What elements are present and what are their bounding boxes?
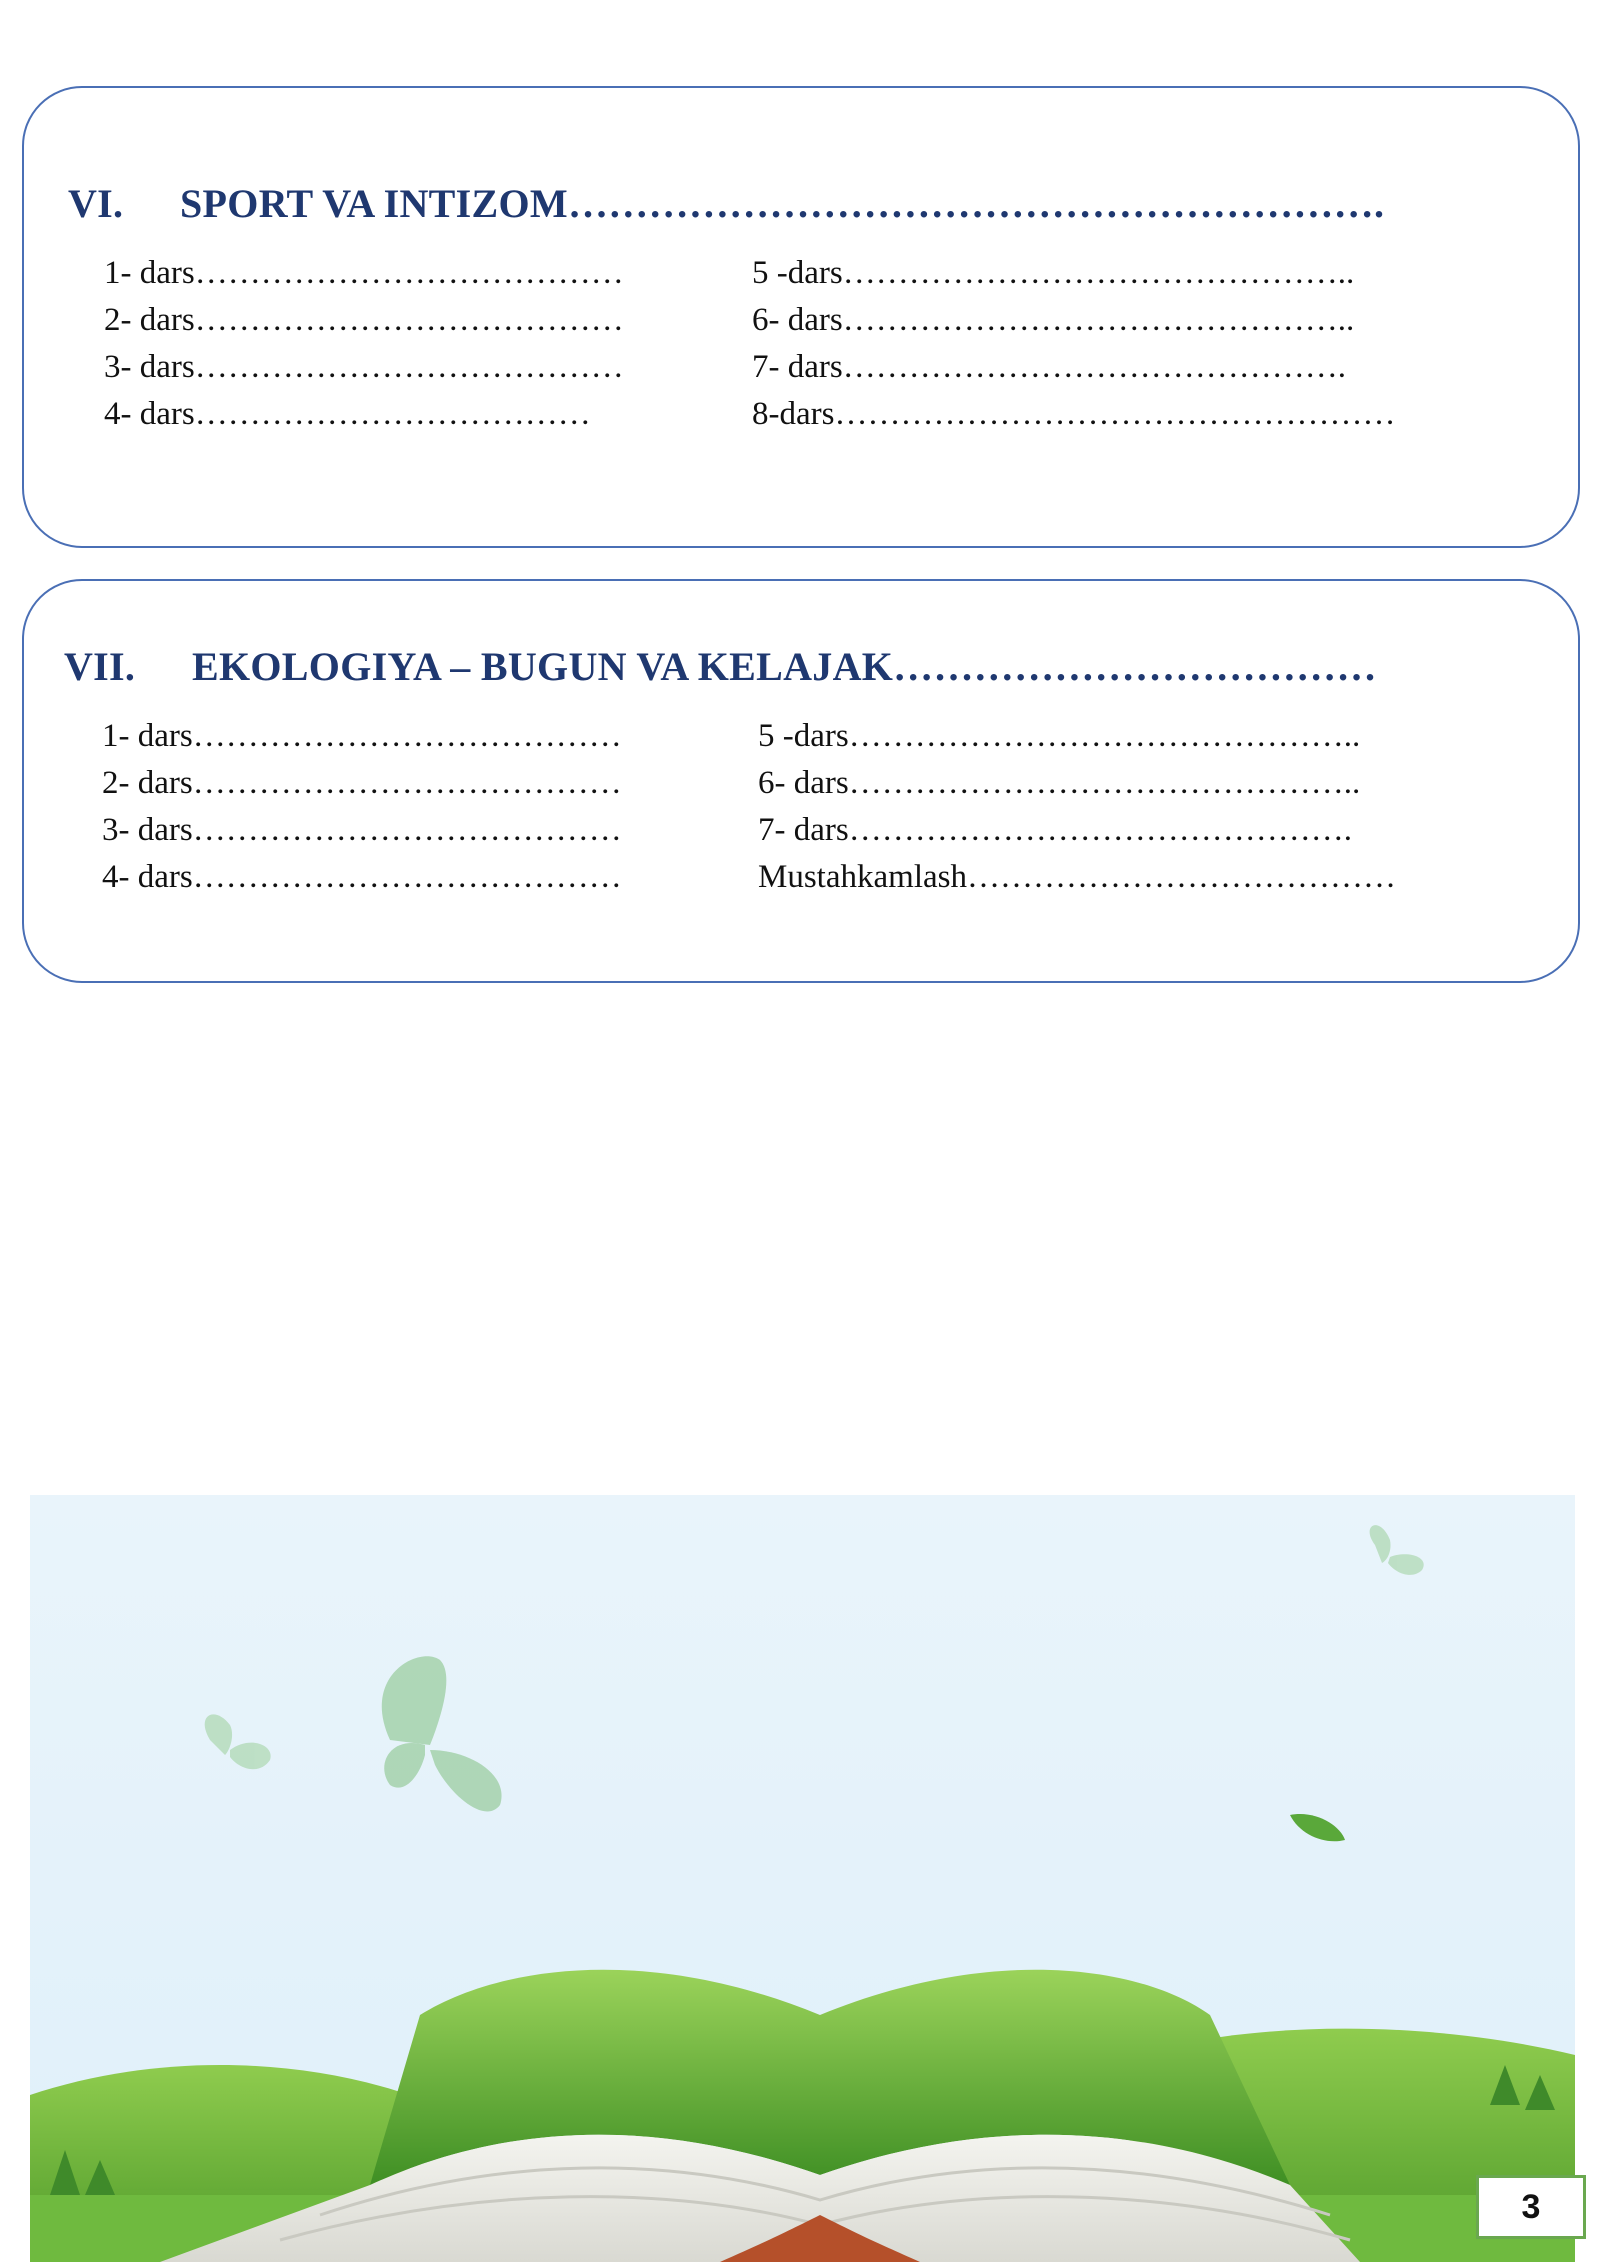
section-vi-heading bbox=[68, 180, 1384, 227]
lesson-line: Mustahkamlash………………………………… bbox=[758, 859, 1396, 895]
section-vii-box bbox=[22, 579, 1580, 983]
lesson-line: 1- dars………………………………… bbox=[102, 718, 622, 754]
lesson-line: 4- dars………………………………… bbox=[102, 859, 622, 895]
section-vi-title: SPORT VA INTIZOM……………………………………………………. bbox=[180, 181, 1385, 226]
section-vii-left-list bbox=[102, 713, 622, 901]
section-vii-numeral: VII. bbox=[64, 644, 136, 689]
lesson-line: 7- dars………………………………………. bbox=[752, 349, 1346, 385]
page-number: 3 bbox=[1476, 2175, 1586, 2239]
lesson-line: 6- dars……………………………………….. bbox=[752, 302, 1355, 338]
lesson-line: 2- dars………………………………… bbox=[104, 302, 624, 338]
section-vii-right-list bbox=[758, 713, 1396, 901]
lesson-line: 1- dars………………………………… bbox=[104, 255, 624, 291]
lesson-line: 6- dars……………………………………….. bbox=[758, 765, 1361, 801]
lesson-line: 5 -dars……………………………………….. bbox=[758, 718, 1361, 754]
open-book-on-grass-image bbox=[30, 1495, 1575, 2262]
lesson-line: 5 -dars……………………………………….. bbox=[752, 255, 1355, 291]
section-vi-numeral: VI. bbox=[68, 181, 124, 226]
open-book-illustration bbox=[30, 1495, 1575, 2262]
section-vi-box bbox=[22, 86, 1580, 548]
lesson-line: 8-dars…………………………………………… bbox=[752, 396, 1396, 432]
lesson-line: 3- dars………………………………… bbox=[102, 812, 622, 848]
lesson-line: 3- dars………………………………… bbox=[104, 349, 624, 385]
section-vii-heading bbox=[64, 643, 1377, 690]
lesson-line: 7- dars………………………………………. bbox=[758, 812, 1352, 848]
section-vii-title: EKOLOGIYA – BUGUN VA KELAJAK……………………………… bbox=[192, 644, 1377, 689]
section-vi-left-list bbox=[104, 250, 624, 438]
lesson-line: 4- dars……………………………… bbox=[104, 396, 591, 432]
section-vi-right-list bbox=[752, 250, 1395, 438]
lesson-line: 2- dars………………………………… bbox=[102, 765, 622, 801]
